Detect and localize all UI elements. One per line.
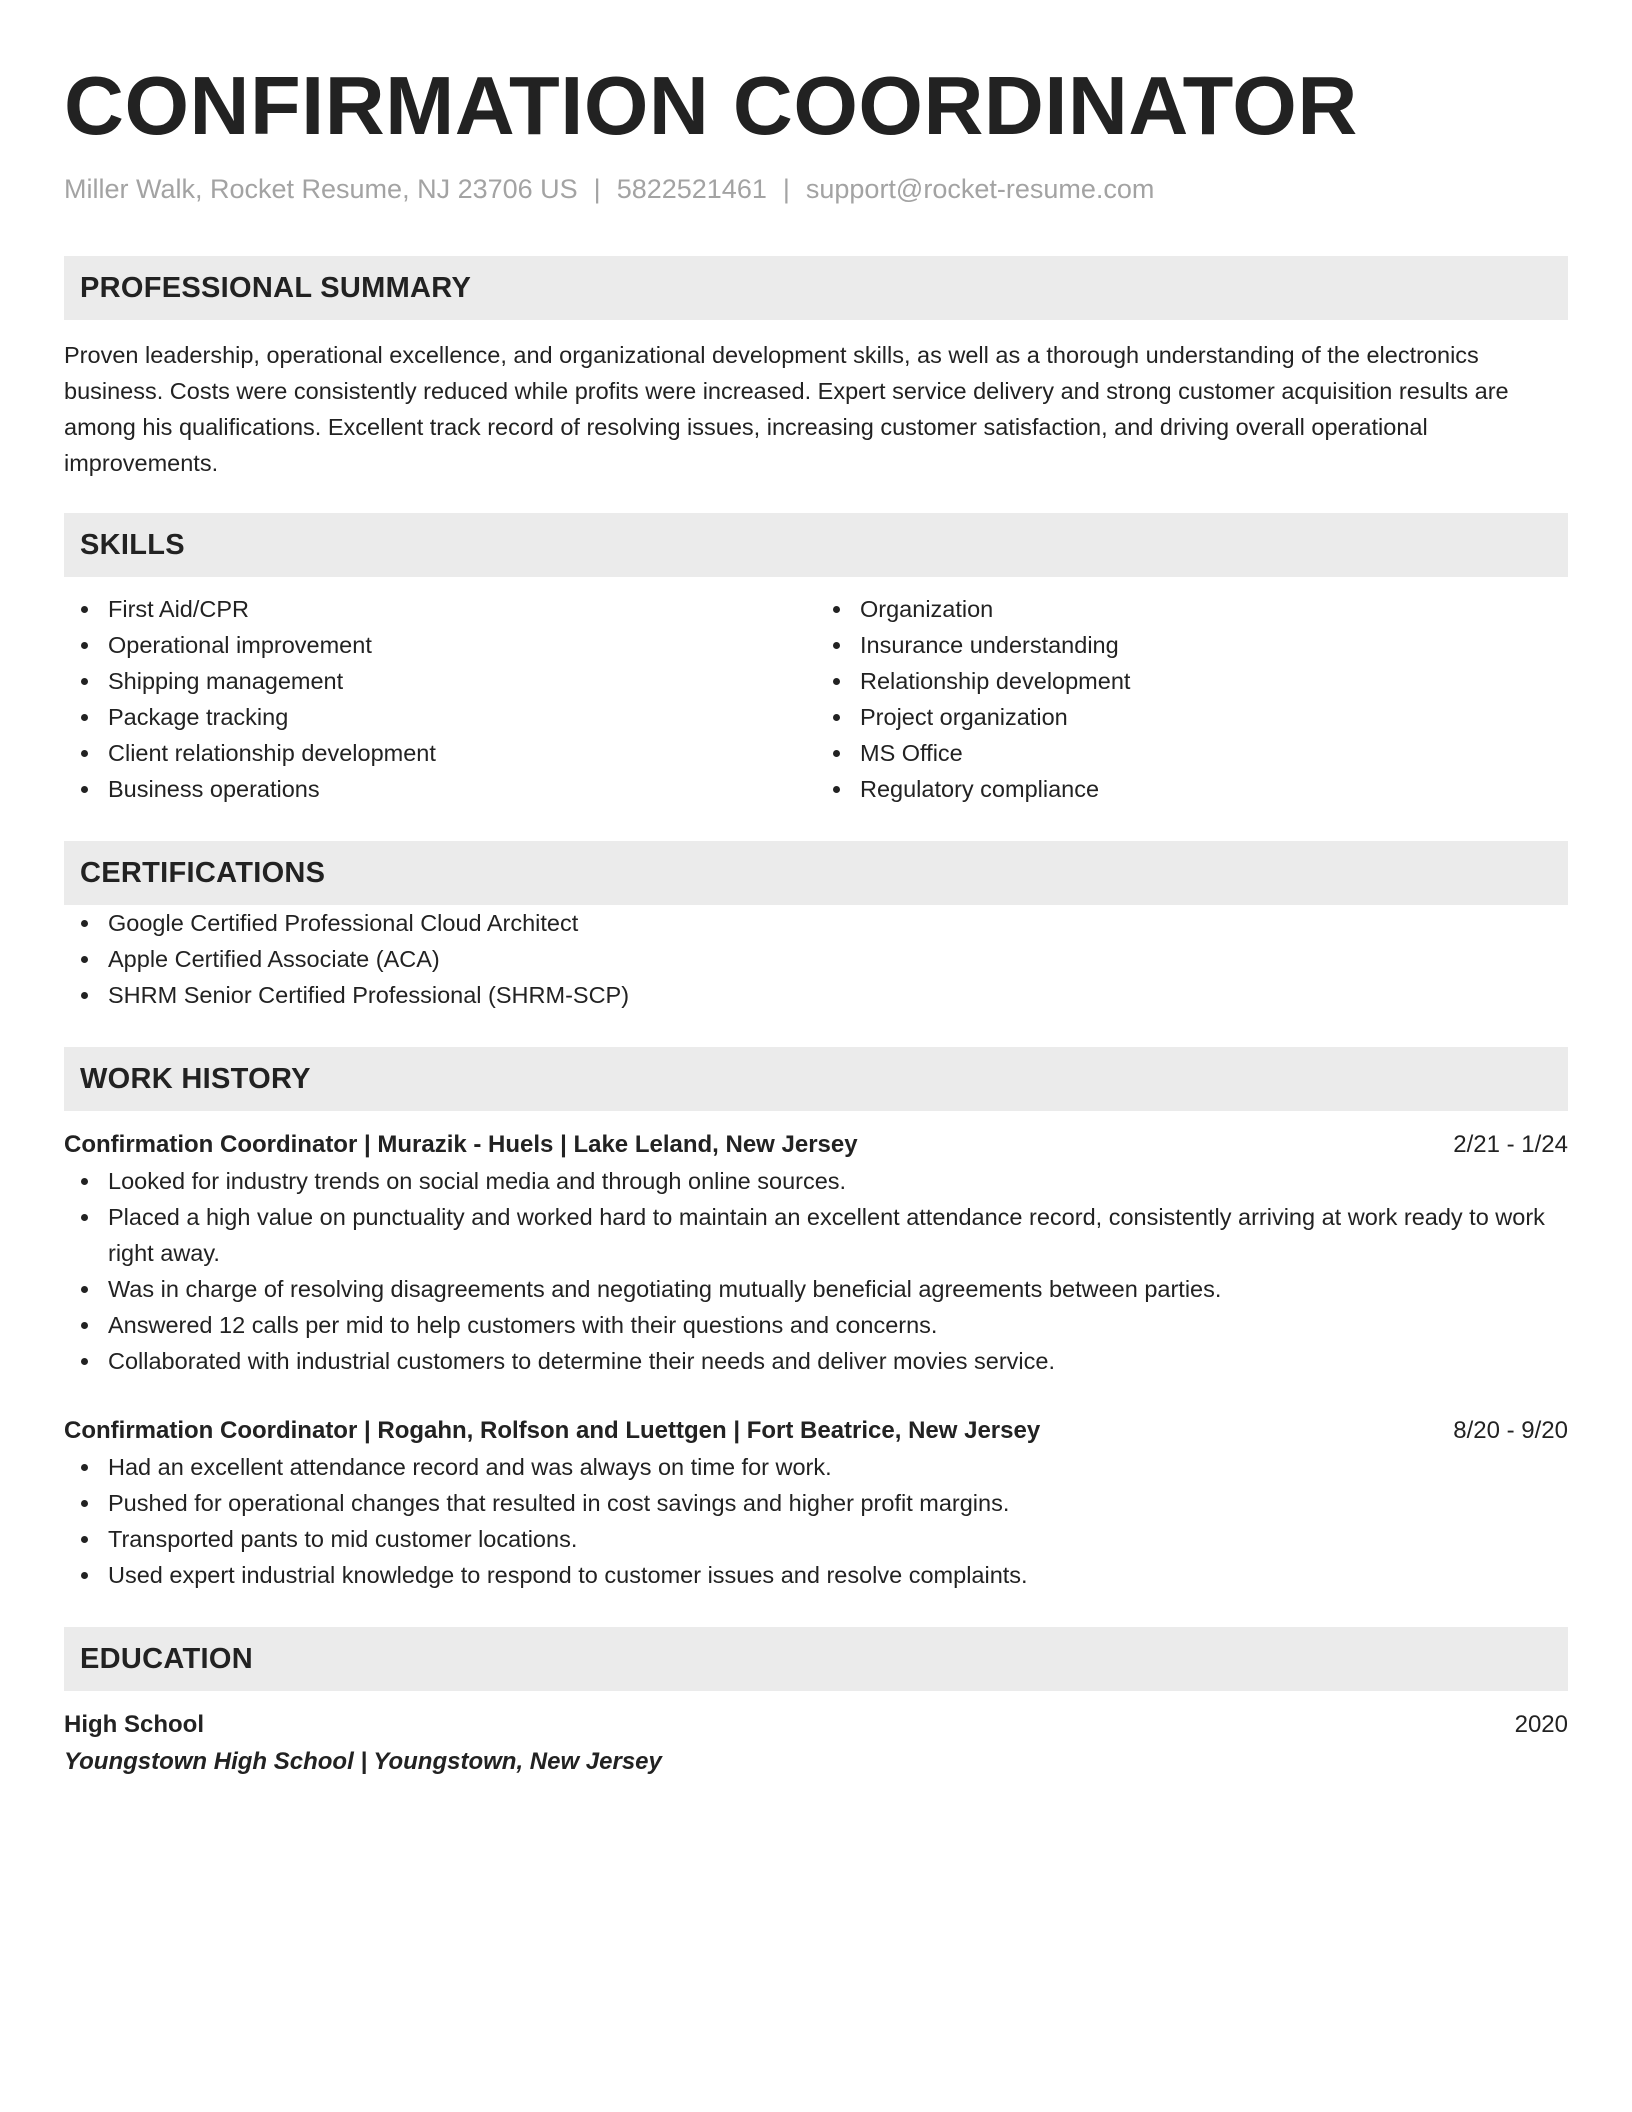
contact-separator: | [593, 174, 601, 204]
contact-separator: | [782, 174, 790, 204]
job-bullet: Answered 12 calls per mid to help customers with their questions and concerns. [64, 1307, 1568, 1343]
skills-list-left [64, 591, 816, 807]
section-header-summary: PROFESSIONAL SUMMARY [64, 256, 1568, 320]
job-bullet: Transported pants to mid customer locations. [64, 1521, 1568, 1557]
skills-list-right [816, 591, 1568, 807]
skill-item: Regulatory compliance [816, 771, 1568, 807]
certifications-list [64, 905, 1568, 1013]
skill-item: Shipping management [64, 663, 816, 699]
contact-address: Miller Walk, Rocket Resume, NJ 23706 US [64, 174, 578, 204]
skill-item: MS Office [816, 735, 1568, 771]
contact-email: support@rocket-resume.com [805, 174, 1155, 204]
certification-item: SHRM Senior Certified Professional (SHRM-SCP) [64, 977, 1568, 1013]
job-bullet: Looked for industry trends on social media and through online sources. [64, 1163, 1568, 1199]
job-title: Confirmation Coordinator | Murazik - Huels | Lake Leland, New Jersey [64, 1131, 858, 1158]
section-header-skills: SKILLS [64, 513, 1568, 577]
contact-phone: 5822521461 [616, 174, 767, 204]
job-dates: 8/20 - 9/20 [1453, 1417, 1568, 1444]
job-bullet: Collaborated with industrial customers to determine their needs and deliver movies service. [64, 1343, 1568, 1379]
skill-item: Insurance understanding [816, 627, 1568, 663]
education-year: 2020 [1514, 1711, 1568, 1738]
section-header-work-history: WORK HISTORY [64, 1047, 1568, 1111]
job-heading-row [64, 1127, 1568, 1163]
certification-item: Google Certified Professional Cloud Architect [64, 905, 1568, 941]
education-school: Youngstown High School | Youngstown, New Jersey [64, 1748, 662, 1775]
job-title: Confirmation Coordinator | Rogahn, Rolfson and Luettgen | Fort Beatrice, New Jersey [64, 1417, 1041, 1444]
job-bullets [64, 1449, 1568, 1593]
candidate-name: CONFIRMATION COORDINATOR [64, 59, 1358, 152]
skill-item: Package tracking [64, 699, 816, 735]
job-bullet: Placed a high value on punctuality and worked hard to maintain an excellent attendance record, consistently arriving at work ready to work right away. [64, 1199, 1568, 1271]
education-degree: High School [64, 1711, 204, 1738]
skill-item: Project organization [816, 699, 1568, 735]
skill-item: Operational improvement [64, 627, 816, 663]
job-bullet: Had an excellent attendance record and was always on time for work. [64, 1449, 1568, 1485]
skill-item: Client relationship development [64, 735, 816, 771]
skill-item: Organization [816, 591, 1568, 627]
skill-item: Business operations [64, 771, 816, 807]
certification-item: Apple Certified Associate (ACA) [64, 941, 1568, 977]
contact-line [64, 172, 1568, 206]
job-dates: 2/21 - 1/24 [1453, 1131, 1568, 1158]
section-header-certifications: CERTIFICATIONS [64, 841, 1568, 905]
skills-column-right [816, 591, 1568, 807]
job-bullet: Pushed for operational changes that resulted in cost savings and higher profit margins. [64, 1485, 1568, 1521]
job-bullet: Was in charge of resolving disagreements and negotiating mutually beneficial agreements between parties. [64, 1271, 1568, 1307]
skills-columns [64, 591, 1568, 807]
job-heading-row [64, 1413, 1568, 1449]
skill-item: First Aid/CPR [64, 591, 816, 627]
education-heading-row [64, 1707, 1568, 1743]
skill-item: Relationship development [816, 663, 1568, 699]
summary-text: Proven leadership, operational excellence, and organizational development skills, as well as a thorough understanding of the electronics business. Costs were consistently reduced while profits were increased. Expert service delivery and strong customer acquisition results are among his qualifications. Excellent track record of resolving issues, increasing customer satisfaction, and driving overall operational improvements. [64, 342, 1509, 476]
skills-column-left [64, 591, 816, 807]
job-bullet: Used expert industrial knowledge to respond to customer issues and resolve complaints. [64, 1557, 1568, 1593]
section-header-education: EDUCATION [64, 1627, 1568, 1691]
job-bullets [64, 1163, 1568, 1379]
